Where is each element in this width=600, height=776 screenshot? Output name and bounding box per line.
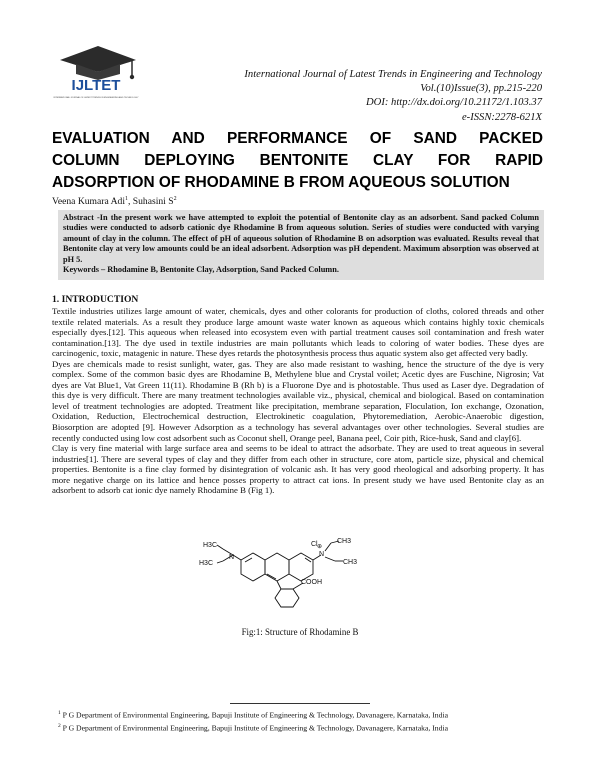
author-name: Veena Kumara Adi <box>52 196 125 208</box>
chloride-label: Cl <box>311 541 318 548</box>
rhodamine-b-structure-figure <box>195 537 375 613</box>
author-affiliation-mark: 1 <box>125 196 128 202</box>
journal-volume: Vol.(10)Issue(3), pp.215-220 <box>420 83 542 95</box>
title-line: EVALUATION AND PERFORMANCE OF SAND PACKED <box>52 130 543 147</box>
abstract-text: Abstract -In the present work we have attempted to exploit the potential of Bentonite clay as an adsorbent. Sand packed Column studies were conducted to adsorb cationic dye Rhodamine B from aqueous solution. Series of studies were conducted with varying amount of clay in the column. The effect of pH of aqueous solution of Rhodamine B on adsorption was evaluated. Results reveal that Bentonite clay at very low amounts could be an ideal adsorbent. Adsorption was pH dependent. Maximum absorption was observed at pH 5. <box>63 213 539 264</box>
methyl-label: CH3 <box>343 559 358 566</box>
journal-logo <box>46 40 146 108</box>
section-heading: 1. INTRODUCTION <box>52 294 139 305</box>
nitrogen-label: N <box>229 554 235 561</box>
body-text <box>52 306 544 496</box>
journal-header <box>162 68 542 125</box>
title-line: ADSORPTION OF RHODAMINE B FROM AQUEOUS SOLUTION <box>52 174 510 191</box>
author-name: Suhasini S <box>132 196 174 208</box>
svg-text:IJLTET: IJLTET <box>71 77 121 94</box>
positive-charge-label: ⊕ <box>317 544 323 550</box>
footnote <box>58 708 548 721</box>
footnote-mark: 2 <box>58 723 61 730</box>
carboxyl-label: COOH <box>301 579 322 586</box>
paragraph: Clay is very fine material with large surface area and seems to be ideal to attract the adsorbate. They are used to treat aqueous in several industries[1]. There are several types of clay and they differ from each other in structure, core atom, particle size, physical and chemical properties. Bentonite is a fine clay formed by disintegration of volcanic ash. It has very good rheological and adsorbing property. It has more negative charge on its lattice and hence posses property to attract cat ions. In present study we have used Bentonite clay as an adsorbent to adsorb cat ionic dye namely Rhodamine B (Fig 1). <box>52 443 544 496</box>
methyl-label: CH3 <box>337 538 352 545</box>
paragraph: Textile industries utilizes large amount of water, chemicals, dyes and other colorants for production of cloths, colored threads and other textile related materials. As a result they produce large amount waste water known as aqueous which contains highly toxic chemicals especially dyes.[12]. This aqueous when released into ecosystem even with partial treatment causes soil contamination and fresh water contamination.[13]. The dye used in textile industries are main pollutants which leads to coloring of water bodies. These dyes are carcinogenic, toxic, matagenic in nature. These dyes retards the photosynthesis process thus aquatic system also get affected very badly. <box>52 306 544 359</box>
svg-text:INTERNATIONAL JOURNAL OF LATES: INTERNATIONAL JOURNAL OF LATEST TRENDS IN ENGINEERING AND TECHNOLOGY <box>53 97 139 99</box>
title-line: COLUMN DEPLOYING BENTONITE CLAY FOR RAPID <box>52 152 543 169</box>
methyl-label: H3C <box>199 560 214 567</box>
paper-title <box>52 128 543 194</box>
journal-doi: DOI: http://dx.doi.org/10.21172/1.103.37 <box>366 97 542 109</box>
author-affiliation-mark: 2 <box>173 196 177 202</box>
nitrogen-label: N <box>319 551 325 558</box>
graduation-cap-logo-icon <box>46 40 146 108</box>
chemical-structure-diagram <box>195 537 375 613</box>
footnotes <box>58 708 548 734</box>
author-list <box>52 196 177 207</box>
paragraph: Dyes are chemicals made to resist sunlight, water, gas. They are also made resistant to washing, hence the structure of the dye is very complex. Some of the common basic dyes are Rhodamine B, Methylene blue and Crystal voilet; Acetic dyes are Fuschine, Nigrosin; Vat dyes are Vat Blue1, Vat Green 11(11). Rhodamine B (Rh b) is a Fluorone Dye and is photostable. Thus used as Laser dye. Degradation of this dye is very difficult. There are many treatment technologies available viz., physical, chemical and biological. Based on contamination level of treatment technologies are adopted. Treatment like precipitation, membrane separation, Floculation, Ion exchange, Ozonation, Oxidation, Reduction, Electrochemical destruction, Electrokinetic coagulation, Phytoremediation, Aerobic-Anaerobic digestion, Biosorption are adopted [9]. However Adsorption as a technology has several advantages over other technologies. Several studies are recently conducted using low cost adsorbent such as Coconut shell, Orange peel, Banana peel, Coir pith, Rice-husk, Sand and clay[6]. <box>52 358 544 443</box>
footnote-mark: 1 <box>58 710 61 716</box>
figure-caption: Fig:1: Structure of Rhodamine B <box>241 627 359 637</box>
methyl-label: H3C <box>203 542 218 549</box>
footnote-divider <box>230 703 370 704</box>
footnote-text: P G Department of Environmental Engineering, Bapuji Institute of Engineering & Technology, Davanagere, Karnataka, India <box>62 710 449 720</box>
footnote-text: P G Department of Environmental Engineering, Bapuji Institute of Engineering & Technology, Davanagere, Karnataka, India <box>62 723 449 733</box>
author-separator: , <box>128 196 133 208</box>
abstract-box <box>58 210 544 280</box>
keywords: Keywords – Rhodamine B, Bentonite Clay, Adsorption, Sand Packed Column. <box>63 265 339 275</box>
journal-name: International Journal of Latest Trends in Engineering and Technology <box>244 69 542 80</box>
footnote <box>58 721 548 734</box>
journal-issn: e-ISSN:2278-621X <box>461 111 542 123</box>
